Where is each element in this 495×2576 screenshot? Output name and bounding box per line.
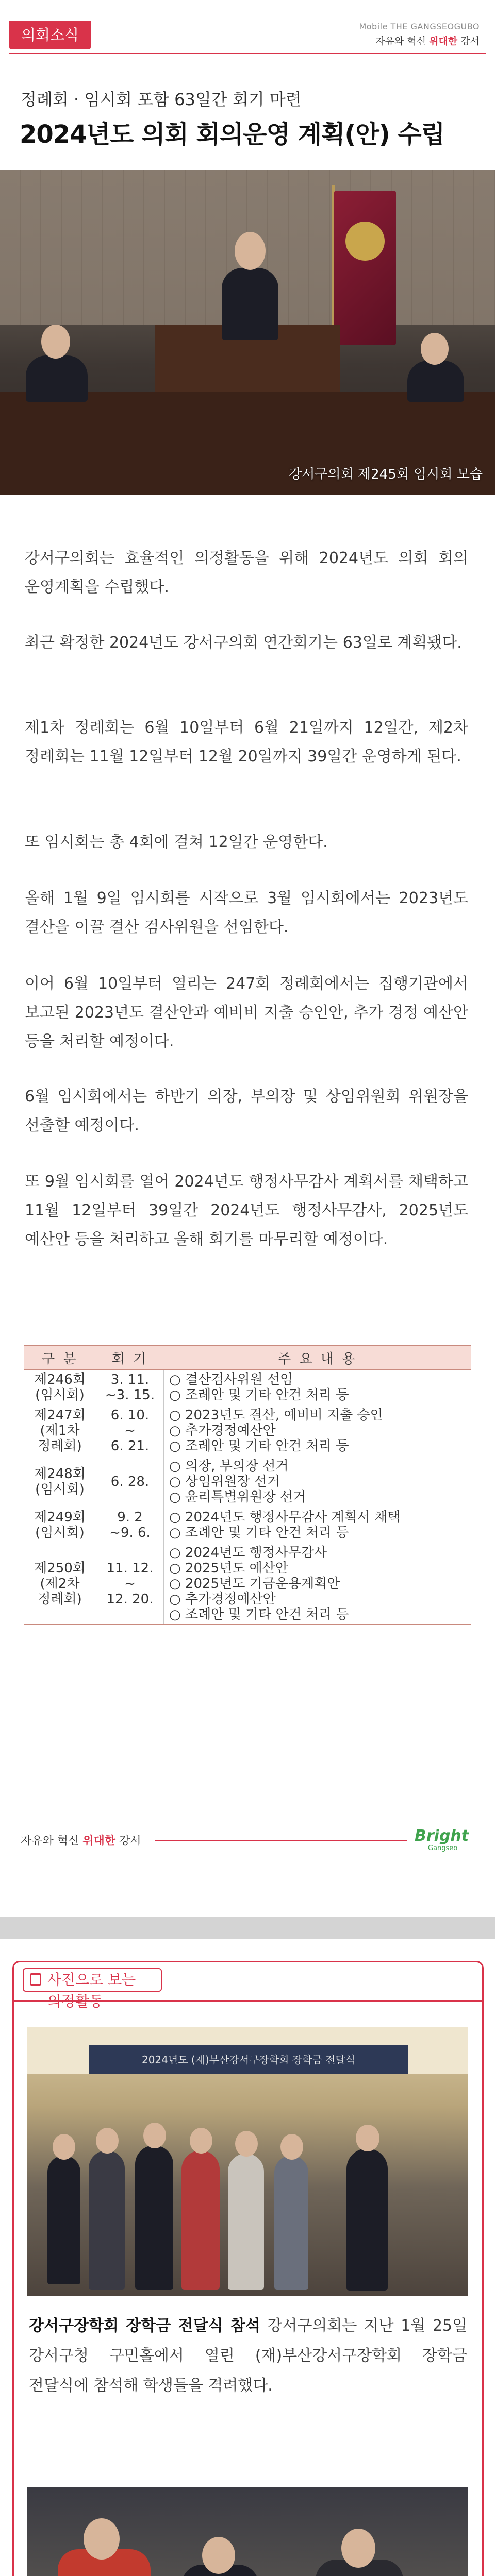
caption-title: 강서구장학회 장학금 전달식 참석	[29, 2317, 260, 2335]
gallery-heading: 사진으로 보는 의정활동	[47, 1971, 136, 2010]
bullet-icon: ○	[169, 1387, 185, 1403]
event-banner: 2024년도 (재)부산강서구장학회 장학금 전달식	[89, 2045, 408, 2074]
article-title: 2024년도 의회 회의운영 계획(안) 수립	[20, 120, 445, 149]
content-item: ○ 조례안 및 기타 안건 처리 등	[169, 1438, 349, 1454]
paragraph: 6월 임시회에서는 하반기 의장, 부의장 및 상임위원회 위원장을 선출할 예정이다.	[25, 1088, 468, 1134]
section-divider	[0, 1917, 495, 1939]
header-rule	[9, 53, 486, 54]
paragraph: 강서구의회는 효율적인 의정활동을 위해 2024년도 의회 회의 운영계획을 수립했다.	[25, 549, 468, 596]
brand-korean: 자유와 혁신 위대한 강서	[375, 36, 480, 47]
table-row	[24, 1507, 471, 1543]
table-row	[24, 1543, 471, 1625]
content-item: ○ 2025년도 예산안	[169, 1561, 288, 1576]
content-cell	[164, 1507, 472, 1543]
content-item: ○ 추가경정예산안	[169, 1423, 276, 1438]
content-item: ○ 윤리특별위원장 선거	[169, 1489, 306, 1505]
column-header: 구 분	[24, 1345, 96, 1370]
section-tag: 의회소식	[9, 21, 91, 49]
brand-block	[359, 22, 480, 47]
table-row	[24, 1405, 471, 1456]
session-cell: 제247회 (제1차 정례회)	[24, 1405, 96, 1456]
scholarship-photo	[27, 2027, 468, 2296]
paragraph: 또 임시회는 총 4회에 걸쳐 12일간 운영한다.	[25, 833, 328, 851]
content-cell	[164, 1405, 472, 1456]
content-item: ○ 의장, 부의장 선거	[169, 1459, 289, 1474]
volunteer-photo	[27, 2487, 468, 2576]
content-item: ○ 조례안 및 기타 안건 처리 등	[169, 1387, 349, 1403]
content-item: ○ 결산검사위원 선임	[169, 1372, 293, 1387]
photo-caption: 강서구장학회 장학금 전달식 참석 강서구의회는 지난 1월 25일 강서구청 구민홀에서 열린 (재)부산강서구장학회 장학금 전달식에 참석해 학생들을 격려했다.	[29, 2317, 467, 2395]
content-item: ○ 상임위원장 선거	[169, 1474, 280, 1489]
content-item: ○ 2023년도 결산, 예비비 지출 승인	[169, 1408, 383, 1423]
bullet-icon: ○	[169, 1545, 185, 1561]
content-cell	[164, 1370, 472, 1405]
bullet-icon: ○	[169, 1561, 185, 1576]
bullet-icon: ○	[169, 1525, 185, 1540]
session-cell: 제248회 (임시회)	[24, 1456, 96, 1507]
table-row	[24, 1370, 471, 1405]
content-item: ○ 추가경정예산안	[169, 1591, 276, 1607]
content-item: ○ 2024년도 행정사무감사 계획서 채택	[169, 1510, 401, 1525]
session-photo	[0, 170, 495, 495]
period-cell: 11. 12. ~ 12. 20.	[96, 1543, 164, 1625]
bullet-icon: ○	[169, 1408, 185, 1423]
brand-logo-sub: Gangseo	[428, 1844, 458, 1852]
photo-caption: 강서구의회 제245회 임시회 모습	[289, 467, 483, 482]
column-header: 회 기	[96, 1345, 164, 1370]
period-cell: 3. 11. ~3. 15.	[96, 1370, 164, 1405]
gallery-heading-tab	[12, 1961, 162, 2010]
paragraph: 올해 1월 9일 임시회를 시작으로 3월 임시회에서는 2023년도 결산을 이끌 결산 검사위원을 선임한다.	[25, 889, 468, 936]
content-cell	[164, 1543, 472, 1625]
bullet-icon: ○	[169, 1474, 185, 1489]
schedule-table	[24, 1345, 471, 1625]
footer-rule	[155, 1840, 407, 1841]
bullet-icon: ○	[169, 1438, 185, 1454]
bullet-icon: ○	[169, 1489, 185, 1505]
brand-logo: Bright	[415, 1827, 469, 1845]
content-item: ○ 2024년도 행정사무감사	[169, 1545, 327, 1561]
council-flag	[334, 191, 396, 345]
bullet-icon: ○	[169, 1372, 185, 1387]
period-cell: 9. 2 ~9. 6.	[96, 1507, 164, 1543]
bullet-icon: ○	[169, 1591, 185, 1607]
article-subtitle: 정례회 · 임시회 포함 63일간 회기 마련	[21, 90, 302, 109]
content-item: ○ 조례안 및 기타 안건 처리 등	[169, 1607, 349, 1622]
period-cell: 6. 28.	[96, 1456, 164, 1507]
bullet-icon: ○	[169, 1607, 185, 1622]
paragraph: 최근 확정한 2024년도 강서구의회 연간회기는 63일로 계획됐다.	[25, 634, 462, 652]
session-cell: 제246회 (임시회)	[24, 1370, 96, 1405]
column-header: 주 요 내 용	[164, 1345, 472, 1370]
paragraph: 또 9월 임시회를 열어 2024년도 행정사무감사 계획서를 채택하고 11월 12일부터 39일간 2024년도 행정사무감사, 2025년도 예산안 등을 처리하고 올해 회기를 마무리할 예정이다.	[25, 1173, 468, 1248]
session-cell: 제250회 (제2차 정례회)	[24, 1543, 96, 1625]
session-cell: 제249회 (임시회)	[24, 1507, 96, 1543]
content-cell	[164, 1456, 472, 1507]
page-header	[0, 0, 495, 61]
bullet-icon: ○	[169, 1510, 185, 1525]
photo-icon	[30, 1973, 41, 1986]
period-cell: 6. 10. ~ 6. 21.	[96, 1405, 164, 1456]
content-item: ○ 2025년도 기금운용계획안	[169, 1576, 340, 1591]
bullet-icon: ○	[169, 1576, 185, 1591]
table-header-row	[24, 1345, 471, 1370]
footer-slogan: 자유와 혁신 위대한 강서	[21, 1835, 141, 1848]
bullet-icon: ○	[169, 1423, 185, 1438]
paragraph: 제1차 정례회는 6월 10일부터 6월 21일까지 12일간, 제2차 정례회는 11월 12일부터 12월 20일까지 39일간 운영하게 된다.	[25, 719, 468, 766]
bullet-icon: ○	[169, 1459, 185, 1474]
table-row	[24, 1456, 471, 1507]
content-item: ○ 조례안 및 기타 안건 처리 등	[169, 1525, 349, 1540]
brand-english: Mobile THE GANGSEOGUBO	[359, 22, 480, 31]
paragraph: 이어 6월 10일부터 열리는 247회 정례회에서는 집행기관에서 보고된 2023년도 결산안과 예비비 지출 승인안, 추가 경정 예산안 등을 처리할 예정이다.	[25, 975, 468, 1050]
